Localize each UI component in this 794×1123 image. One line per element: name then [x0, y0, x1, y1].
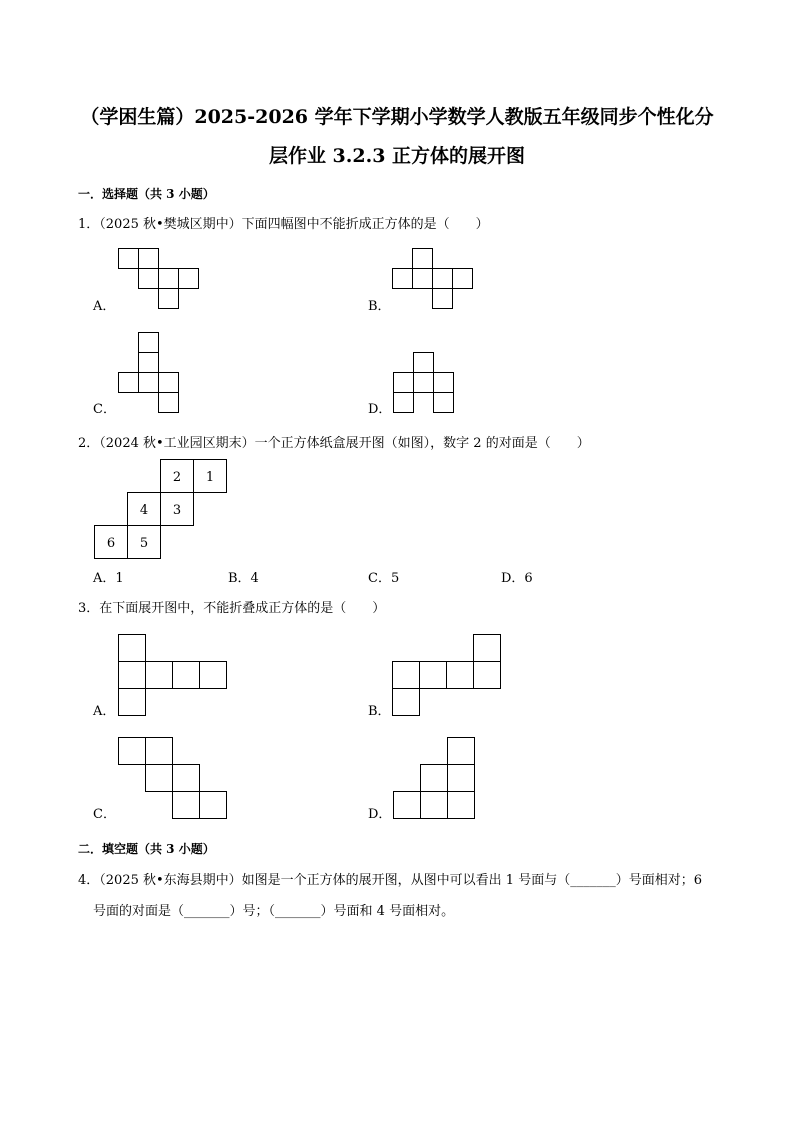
q3-net-a — [118, 634, 228, 717]
q4-text-part: ）号面和 4 号面相对。 — [320, 904, 455, 919]
section-heading-fill-in: 二．填空题（共 3 小题） — [78, 842, 215, 856]
q2-numbered-net — [94, 459, 228, 560]
q1-option-d[interactable]: D． — [368, 402, 392, 417]
q4-text-part: 号面的对面是（ — [93, 904, 185, 919]
q1-option-a[interactable]: A． — [93, 299, 116, 314]
q3-net-b — [392, 634, 502, 717]
question-3-stem: 3．在下面展开图中，不能折叠成正方体的是（ ） — [78, 601, 386, 616]
q1-net-b — [392, 248, 474, 310]
q3-option-c[interactable]: C． — [93, 807, 116, 822]
q2-option-d[interactable]: D．6 — [501, 571, 533, 586]
q1-option-b[interactable]: B． — [368, 299, 391, 314]
q2-option-b[interactable]: B．4 — [228, 571, 259, 586]
net-cell-label: 6 — [106, 536, 116, 551]
net-cell-label: 5 — [139, 536, 149, 551]
net-cell-label: 1 — [205, 470, 215, 485]
q3-option-b[interactable]: B． — [368, 704, 391, 719]
q3-option-d[interactable]: D． — [368, 807, 392, 822]
q2-option-a[interactable]: A．1 — [93, 571, 124, 586]
q1-option-c[interactable]: C． — [93, 402, 116, 417]
answer-blank-1[interactable]: _______ — [570, 873, 616, 888]
q4-text-part: ）号；（ — [229, 904, 276, 919]
net-cell-label: 3 — [172, 503, 182, 518]
answer-blank-2[interactable]: _______ — [184, 904, 230, 919]
q1-net-c — [118, 332, 180, 414]
q1-net-a — [118, 248, 200, 310]
question-1-stem: 1．（2025 秋•樊城区期中）下面四幅图中不能折成正方体的是（ ） — [78, 217, 489, 232]
doc-title-line-2: 层作业 3.2.3 正方体的展开图 — [268, 145, 526, 167]
q2-option-c[interactable]: C．5 — [368, 571, 400, 586]
q3-option-a[interactable]: A． — [93, 704, 116, 719]
q4-text-part: ）号面相对；6 — [615, 873, 702, 888]
question-2-stem: 2．（2024 秋•工业园区期末）一个正方体纸盒展开图（如图），数字 2 的对面是（ ） — [78, 436, 590, 451]
net-cell-label: 4 — [139, 503, 149, 518]
q3-net-c — [118, 737, 228, 820]
q4-text-part: 4．（2025 秋•东海县期中）如图是一个正方体的展开图，从图中可以看出 1 号面与（ — [78, 873, 571, 888]
answer-blank-3[interactable]: _______ — [275, 904, 321, 919]
doc-title-line-1: （学困生篇）2025-2026 学年下学期小学数学人教版五年级同步个性化分 — [80, 106, 714, 128]
question-4-line-2 — [93, 904, 454, 919]
net-cell-label: 2 — [172, 470, 182, 485]
q3-net-d — [393, 737, 476, 820]
section-heading-choice: 一．选择题（共 3 小题） — [78, 187, 215, 201]
q1-net-d — [393, 352, 455, 414]
question-4-line-1 — [78, 873, 702, 888]
